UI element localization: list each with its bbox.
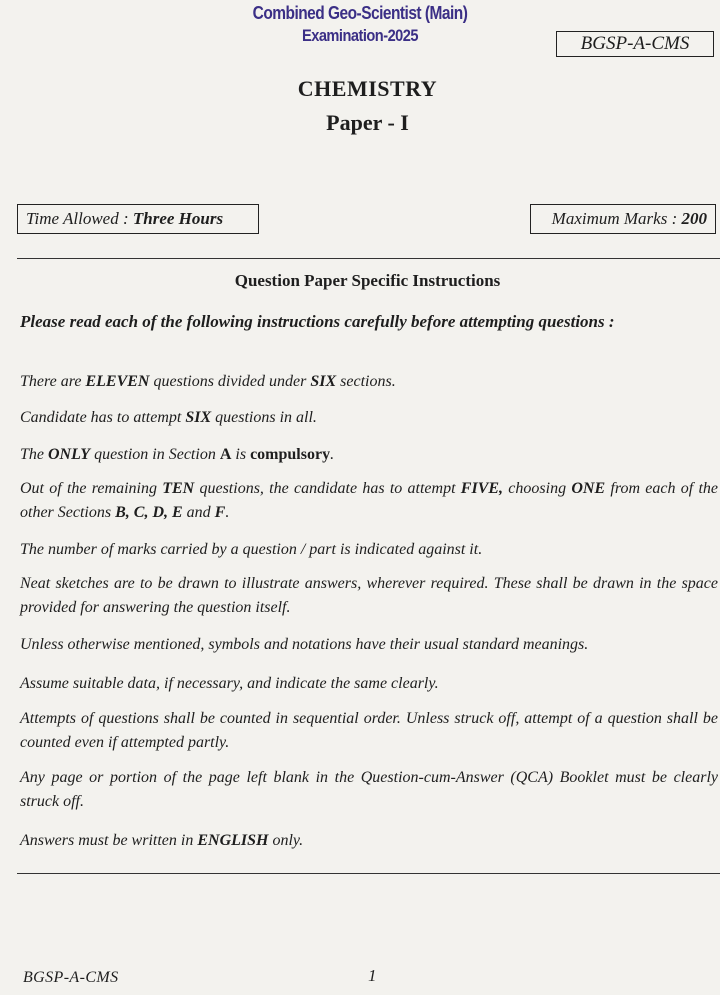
paper-title: Paper - I: [326, 110, 409, 135]
exam-banner-year: Examination-2025: [301, 26, 419, 45]
maximum-marks-value: 200: [681, 209, 707, 228]
instruction-item: Answers must be written in ENGLISH only.: [20, 832, 304, 849]
bottom-divider: [17, 873, 720, 874]
instruction-item: Neat sketches are to be drawn to illustrate answers, wherever required. These shall be drawn in the space provided for answering the question itself.: [20, 575, 718, 616]
time-allowed-box: [17, 204, 259, 234]
maximum-marks-label: Maximum Marks :: [551, 209, 682, 228]
top-divider: [17, 258, 720, 259]
instruction-item: Out of the remaining TEN questions, the candidate has to attempt FIVE, choosing ONE from each of the other Sections B, C, D, E and F.: [20, 480, 718, 521]
exam-banner-title: Combined Geo-Scientist (Main): [252, 3, 468, 23]
instructions-intro: Please read each of the following instructions carefully before attempting questions :: [20, 312, 615, 331]
subject-title: CHEMISTRY: [297, 76, 438, 101]
instruction-item: Unless otherwise mentioned, symbols and notations have their usual standard meanings.: [20, 636, 589, 653]
maximum-marks-box: [530, 204, 716, 234]
instruction-item: The number of marks carried by a question / part is indicated against it.: [20, 541, 483, 558]
instruction-item: Any page or portion of the page left blank in the Question-cum-Answer (QCA) Booklet must be clearly struck off.: [20, 769, 718, 810]
instruction-item: Assume suitable data, if necessary, and indicate the same clearly.: [20, 675, 439, 692]
instruction-item: Candidate has to attempt SIX questions in all.: [20, 409, 317, 426]
footer-paper-code: BGSP-A-CMS: [23, 969, 119, 986]
time-allowed-label: Time Allowed :: [26, 209, 133, 228]
instruction-item: Attempts of questions shall be counted in sequential order. Unless struck off, attempt of a question shall be counted even if attempted partly.: [20, 710, 718, 751]
instructions-heading: Question Paper Specific Instructions: [234, 271, 501, 290]
paper-code-box: BGSP-A-CMS: [556, 31, 714, 57]
time-allowed-value: Three Hours: [132, 209, 224, 228]
instruction-item: There are ELEVEN questions divided under SIX sections.: [20, 373, 396, 390]
page-number: 1: [368, 966, 377, 985]
instruction-item: The ONLY question in Section A is compulsory.: [20, 446, 335, 463]
